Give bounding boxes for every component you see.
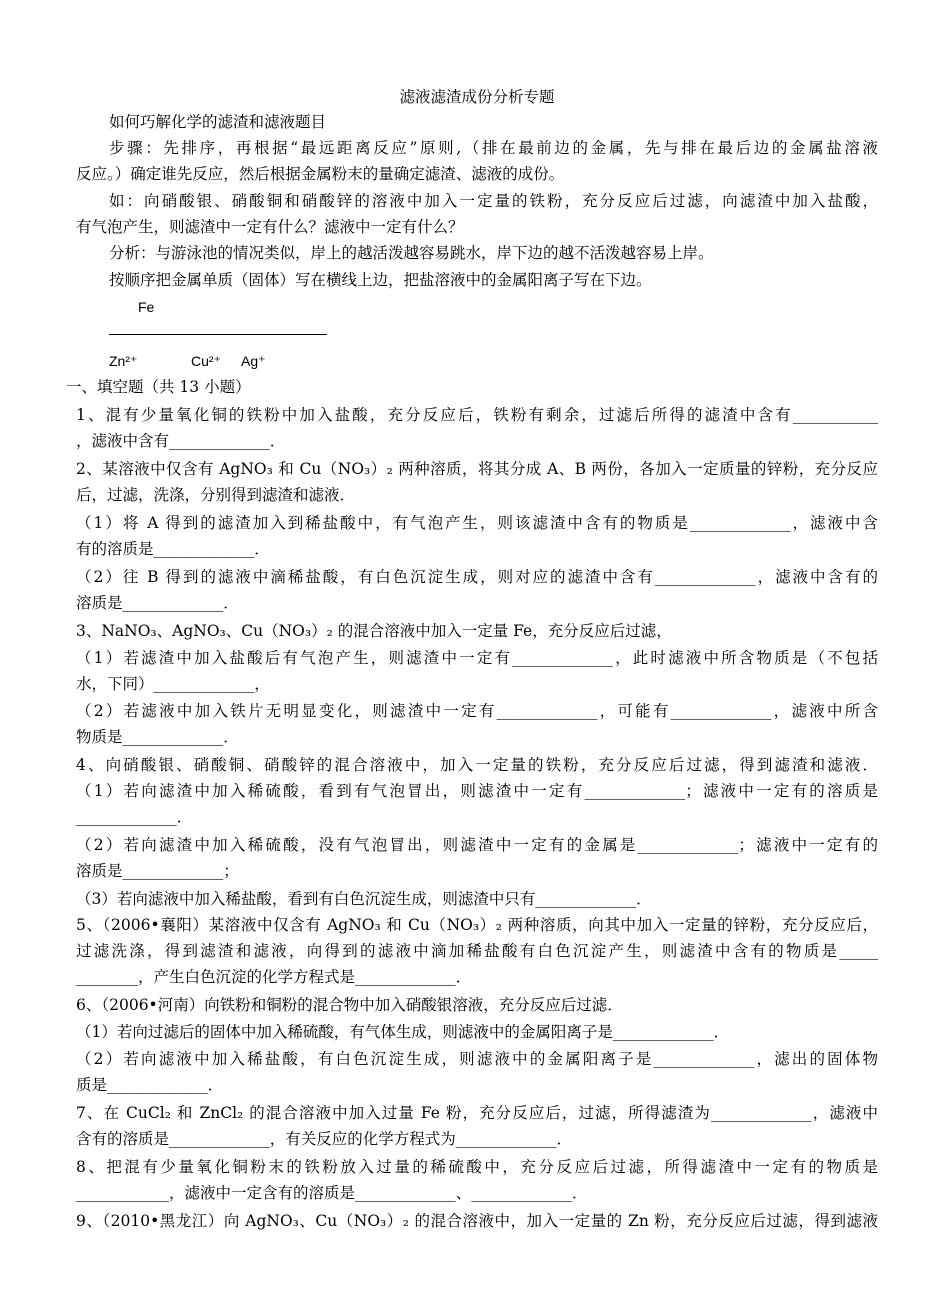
question-line: （1）若滤渣中加入盐酸后有气泡产生，则滤渣中一定有_____________，此时滤液中所含物质是（不包括: [76, 649, 878, 667]
question-line: 水，下同）_____________，: [76, 675, 270, 693]
question-line: 质是_____________．: [76, 1076, 224, 1094]
question-line: （1）若向滤渣中加入稀硫酸，看到有气泡冒出，则滤渣中一定有_____________；滤液中一定有的溶质是: [76, 782, 878, 800]
intro-line: 分析：与游泳池的情况类似，岸上的越活泼越容易跳水，岸下边的越不活泼越容易上岸。: [109, 244, 714, 262]
ion-ag: Ag⁺: [241, 353, 266, 369]
document-title: 滤液滤渣成份分析专题: [399, 88, 555, 106]
question-line: 2、某溶液中仅含有 AgNO₃ 和 Cu（NO₃）₂ 两种溶质，将其分成 A、B 两份，各加入一定质量的锌粉，充分反应: [76, 460, 878, 478]
ion-cu: Cu²⁺: [191, 353, 221, 369]
question-line: ________，产生白色沉淀的化学方程式是_____________．: [76, 968, 472, 986]
question-line: 4、向硝酸银、硝酸铜、硝酸锌的混合溶液中，加入一定量的铁粉，充分反应后过滤，得到滤渣和滤液．: [76, 756, 878, 774]
question-line: 6、（2006•河南）向铁粉和铜粉的混合物中加入硝酸银溶液，充分反应后过滤．: [76, 996, 623, 1014]
question-line: 过滤洗涤，得到滤渣和滤液，向得到的滤液中滴加稀盐酸有白色沉淀产生，则滤渣中含有的物质是_____: [76, 942, 878, 960]
question-line: 有的溶质是_____________．: [76, 540, 270, 558]
question-line: （3）若向滤液中加入稀盐酸，看到有白色沉淀生成，则滤渣中只有_____________．: [76, 890, 652, 908]
question-line: （2）往 B 得到的滤液中滴稀盐酸，有白色沉淀生成，则对应的滤渣中含有_____________，滤液中含有的: [76, 568, 878, 586]
question-line: 溶质是_____________；: [76, 862, 239, 880]
intro-line: 按顺序把金属单质（固体）写在横线上边，把盐溶液中的金属阳离子写在下边。: [109, 271, 652, 289]
question-line: 7、在 CuCl₂ 和 ZnCl₂ 的混合溶液中加入过量 Fe 粉，充分反应后，过滤，所得滤渣为_____________，滤液中: [76, 1104, 878, 1122]
diagram-line: [109, 334, 327, 335]
question-line: 8、把混有少量氧化铜粉末的铁粉放入过量的稀硫酸中，充分反应后过滤，所得滤渣中一定有的物质是: [76, 1158, 878, 1176]
intro-line: 有气泡产生，则滤渣中一定有什么？滤液中一定有什么？: [76, 218, 464, 236]
question-line: ，滤液中含有_____________．: [76, 432, 286, 450]
question-line: （1）将 A 得到的滤渣加入到稀盐酸中，有气泡产生，则该滤渣中含有的物质是_____________，滤液中含: [76, 514, 878, 532]
question-line: 3、NaNO₃、AgNO₃、Cu（NO₃）₂ 的混合溶液中加入一定量 Fe，充分反应后过滤，: [76, 622, 672, 640]
question-line: 1、混有少量氧化铜的铁粉中加入盐酸，充分反应后，铁粉有剩余，过滤后所得的滤渣中含有___________: [76, 406, 878, 424]
question-line: 含有的溶质是_____________，有关反应的化学方程式为_____________．: [76, 1130, 573, 1148]
diagram-metal-label: Fe: [138, 299, 155, 315]
question-line: 后，过滤，洗涤，分别得到滤渣和滤液．: [76, 486, 356, 504]
diagram-ions: [76, 348, 878, 374]
intro-line: 步骤：先排序，再根据“最远距离反应”原则,（排在最前边的金属，先与排在最后边的金属盐溶液: [109, 139, 878, 157]
question-line: _____________．: [76, 808, 193, 826]
question-line: 物质是_____________．: [76, 728, 239, 746]
question-line: 9、（2010•黑龙江）向 AgNO₃、Cu（NO₃）₂ 的混合溶液中，加入一定量的 Zn 粉，充分反应后过滤，得到滤液: [76, 1212, 878, 1230]
document-subtitle: 如何巧解化学的滤渣和滤液题目: [109, 113, 327, 131]
question-line: （1）若向过滤后的固体中加入稀硫酸，有气体生成，则滤液中的金属阳离子是_____________．: [76, 1023, 730, 1041]
question-line: 溶质是_____________．: [76, 594, 239, 612]
intro-line: 反应。）确定谁先反应，然后根据金属粉末的量确定滤渣、滤液的成份。: [76, 165, 565, 183]
question-line: （2）若滤液中加入铁片无明显变化，则滤渣中一定有_____________，可能有_____________，滤液中所含: [76, 702, 878, 720]
section-heading: 一、填空题（共 13 小题）: [66, 378, 251, 396]
question-line: ____________，滤液中一定含有的溶质是_____________、_____________．: [76, 1184, 588, 1202]
question-line: 5、（2006•襄阳）某溶液中仅含有 AgNO₃ 和 Cu（NO₃）₂ 两种溶质，向其中加入一定量的锌粉，充分反应后，: [76, 916, 878, 934]
intro-line: 如：向硝酸银、硝酸铜和硝酸锌的溶液中加入一定量的铁粉，充分反应后过滤，向滤渣中加入盐酸，: [109, 192, 878, 210]
ion-zn: Zn²⁺: [109, 353, 138, 369]
question-line: （2）若向滤渣中加入稀硫酸，没有气泡冒出，则滤渣中一定有的金属是_____________；滤液中一定有的: [76, 836, 878, 854]
question-line: （2）若向滤液中加入稀盐酸，有白色沉淀生成，则滤液中的金属阳离子是_____________，滤出的固体物: [76, 1050, 878, 1068]
